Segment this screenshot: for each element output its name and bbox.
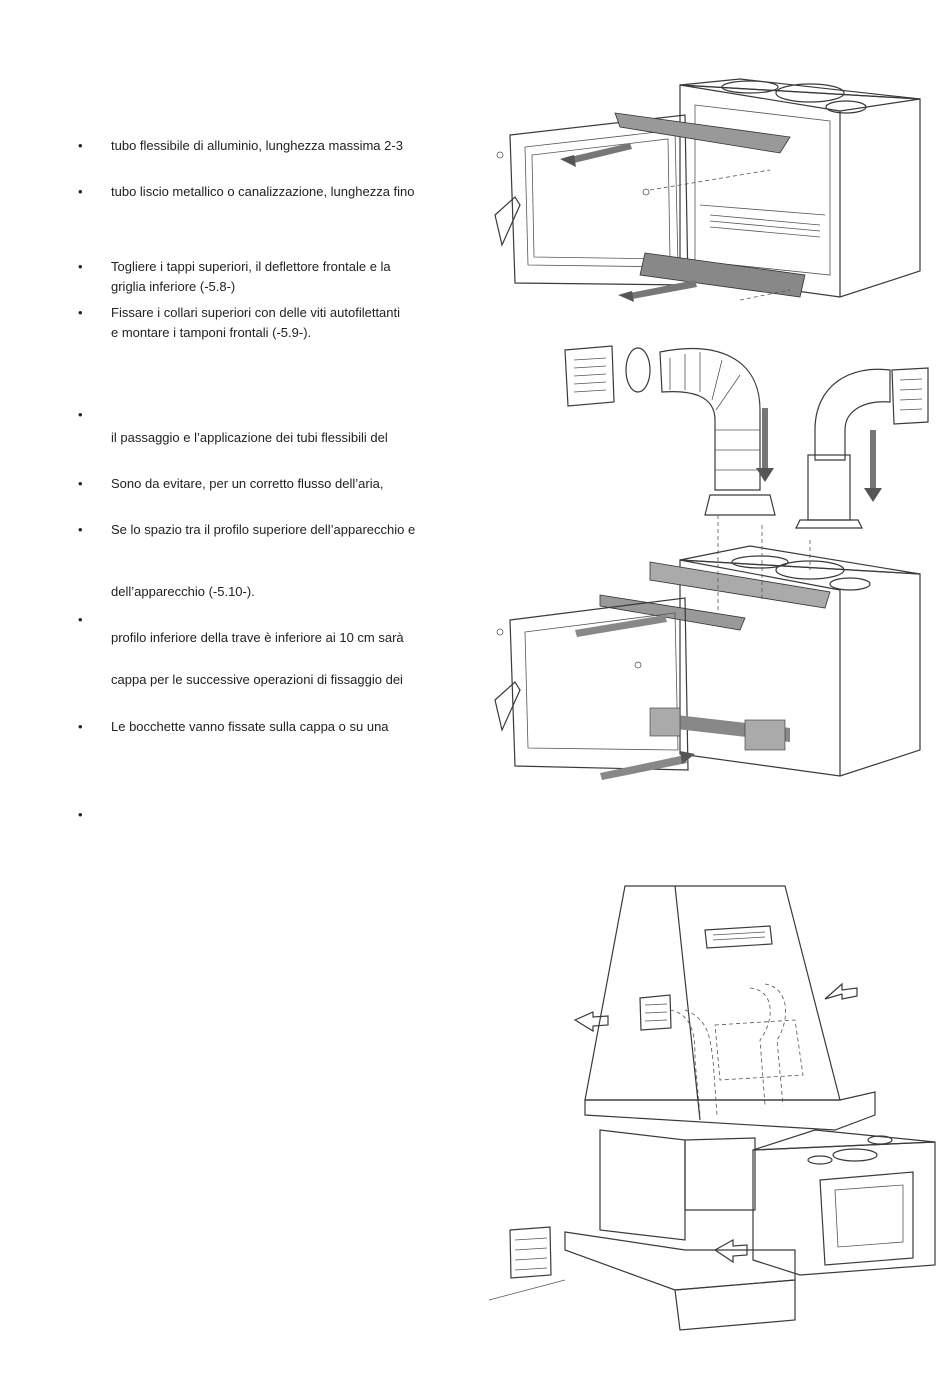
bullet-6: • bbox=[78, 476, 83, 491]
paragraph-13: Le bocchette vanno fissate sulla cappa o su una bbox=[111, 719, 389, 734]
bullet-3: • bbox=[78, 259, 83, 274]
paragraph-8: Se lo spazio tra il profilo superiore dell’apparecchio e bbox=[111, 522, 416, 537]
bullet-10: • bbox=[78, 807, 83, 822]
paragraph-7: Sono da evitare, per un corretto flusso dell’aria, bbox=[111, 476, 384, 491]
paragraph-9: dell’apparecchio (-5.10-). bbox=[111, 584, 255, 599]
bullet-9: • bbox=[78, 719, 83, 734]
bullet-8: • bbox=[78, 612, 83, 627]
paragraph-6: il passaggio e l’applicazione dei tubi flessibili del bbox=[111, 430, 388, 445]
bullet-2: • bbox=[78, 184, 83, 199]
paragraph-2: tubo liscio metallico o canalizzazione, lunghezza fino bbox=[111, 184, 415, 199]
bullet-1: • bbox=[78, 138, 83, 153]
fireplace-hood-ventilation-illustration bbox=[485, 880, 945, 1360]
paragraph-11: profilo inferiore della trave è inferiore ai 10 cm sarà bbox=[111, 630, 404, 645]
paragraph-4-line-2: e montare i tamponi frontali (-5.9-). bbox=[111, 325, 312, 340]
bullet-7: • bbox=[78, 522, 83, 537]
flexible-duct-installation-illustration bbox=[490, 330, 930, 780]
bullet-5: • bbox=[78, 407, 83, 422]
bullet-4: • bbox=[78, 305, 83, 320]
paragraph-3-line-1: Togliere i tappi superiori, il deflettore frontale e la bbox=[111, 259, 391, 274]
fireplace-insert-disassembly-illustration bbox=[490, 75, 930, 310]
paragraph-1: tubo flessibile di alluminio, lunghezza massima 2-3 bbox=[111, 138, 403, 153]
paragraph-4-line-1: Fissare i collari superiori con delle viti autofilettanti bbox=[111, 305, 401, 320]
paragraph-3-line-2: griglia inferiore (-5.8-) bbox=[111, 279, 236, 294]
paragraph-12: cappa per le successive operazioni di fissaggio dei bbox=[111, 672, 403, 687]
